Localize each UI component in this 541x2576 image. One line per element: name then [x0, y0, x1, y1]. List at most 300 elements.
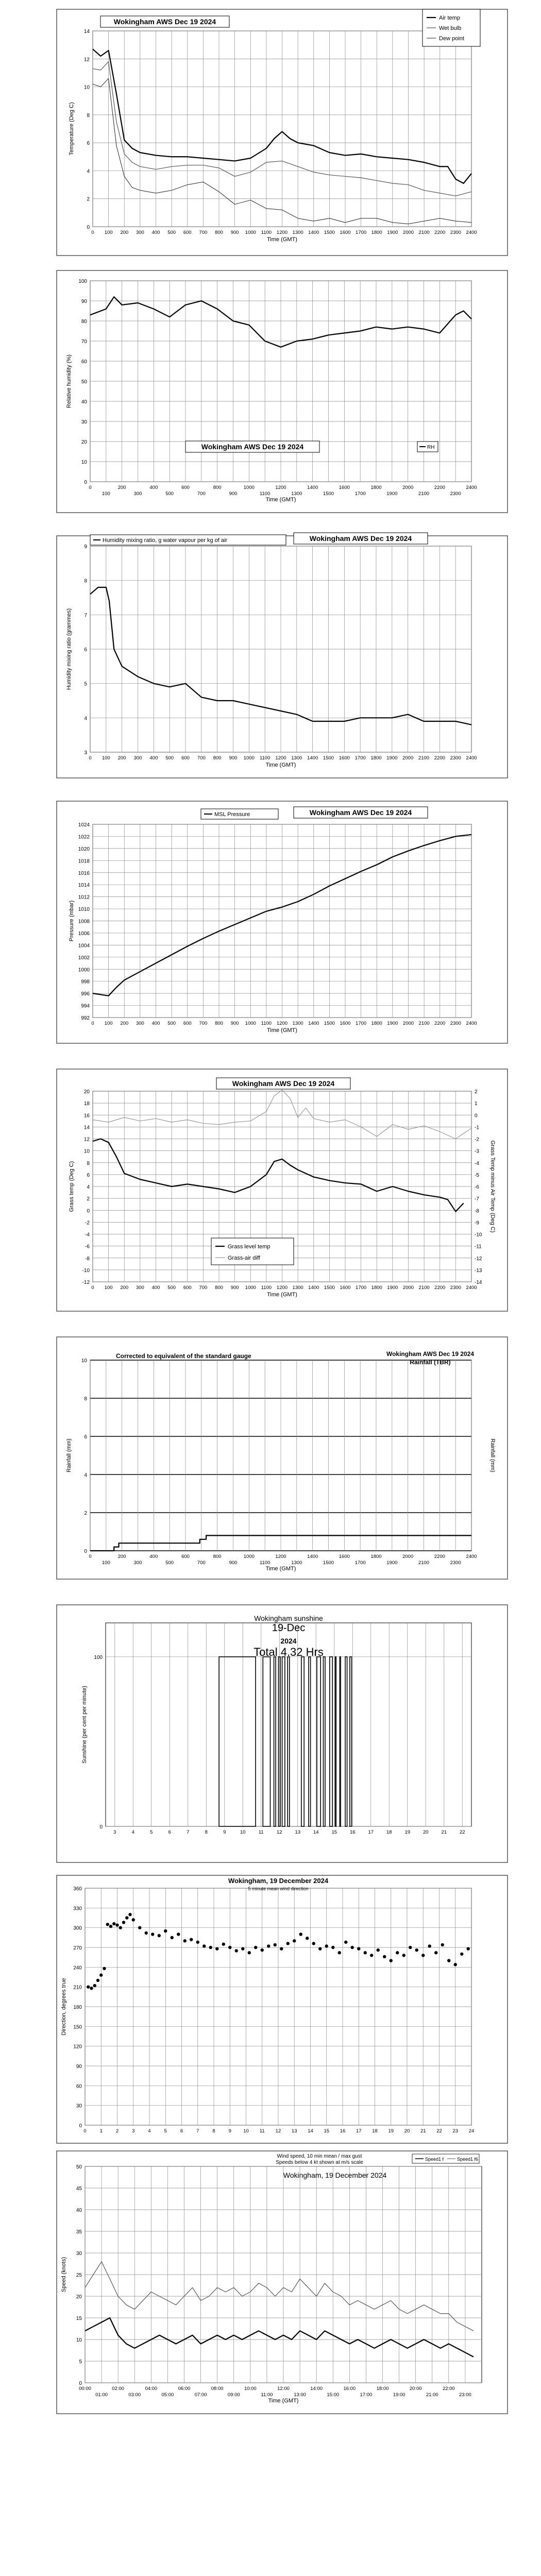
y-axis-label: Grass temp (Deg C): [69, 1161, 75, 1212]
x-tick-label: 8: [205, 1829, 208, 1835]
x-tick-label: 21:00: [426, 2392, 438, 2398]
x-tick-label: 1700: [356, 230, 367, 235]
scatter-point: [454, 1963, 457, 1966]
x-tick-label: 600: [183, 1285, 192, 1291]
scatter-point: [331, 1946, 334, 1949]
y-tick-label: 360: [73, 1886, 82, 1892]
scatter-point: [364, 1951, 367, 1954]
x-tick-label: 13: [295, 1829, 301, 1835]
x-tick-label: 1100: [259, 755, 270, 761]
x-tick-label: 12: [275, 2128, 281, 2134]
y-tick-label: 6: [84, 647, 87, 653]
x-tick-label: 900: [230, 1285, 239, 1291]
y2-tick-label: -5: [475, 1172, 479, 1178]
y-tick-label: 992: [81, 1015, 90, 1021]
x-tick-label: 23:00: [459, 2392, 471, 2398]
x-tick-label: 2100: [418, 755, 430, 761]
y-tick-label: 1008: [78, 919, 90, 925]
x-tick-label: 1000: [245, 1021, 256, 1026]
scatter-point: [299, 1933, 302, 1936]
x-tick-label: 14: [308, 2128, 313, 2134]
x-tick-label: 18: [386, 1829, 392, 1835]
x-tick-label: 200: [120, 1021, 129, 1026]
x-tick-label: 400: [151, 1021, 160, 1026]
y-tick-label: 1020: [78, 846, 90, 852]
x-tick-label: 0: [89, 485, 92, 490]
x-tick-label: 2100: [418, 491, 430, 497]
x-tick-label: 2300: [450, 1021, 461, 1026]
chart-subtitle: Rainfall (TBR): [410, 1359, 451, 1366]
x-tick-label: 1400: [308, 1285, 319, 1291]
scatter-point: [357, 1947, 360, 1950]
y-tick-label: 6: [87, 141, 90, 147]
y-tick-label: 1000: [78, 967, 90, 973]
x-tick-label: 500: [167, 1285, 176, 1291]
y-axis-label: Direction, degrees true: [61, 1978, 67, 2036]
y-tick-label: 1022: [78, 834, 90, 840]
x-tick-label: 17: [368, 1829, 374, 1835]
x-axis-label: Time (GMT): [268, 2398, 299, 2404]
scatter-point: [177, 1933, 180, 1936]
scatter-point: [383, 1955, 386, 1958]
x-tick-label: 700: [197, 1560, 206, 1566]
x-tick-label: 20: [422, 1829, 429, 1835]
x-tick-label: 2000: [402, 1285, 414, 1291]
x-tick-label: 1800: [371, 230, 382, 235]
chart-panel-3: [57, 533, 508, 778]
x-tick-label: 10: [240, 1829, 246, 1835]
legend-label: Grass-air diff: [228, 1255, 260, 1261]
x-tick-label: 08:00: [211, 2386, 224, 2392]
x-tick-label: 800: [213, 755, 222, 761]
legend-label: Air temp: [439, 15, 460, 21]
x-tick-label: 07:00: [194, 2392, 207, 2398]
x-tick-label: 1500: [324, 1021, 335, 1026]
chart-subtitle: 5 minute mean wind direction: [248, 1886, 309, 1891]
y-tick-label: 0: [79, 2381, 82, 2386]
scatter-point: [286, 1942, 290, 1945]
y-tick-label: 1018: [78, 858, 90, 865]
x-tick-label: 1500: [323, 491, 334, 497]
x-tick-label: 2400: [466, 755, 477, 761]
scatter-point: [115, 1923, 119, 1926]
y-tick-label: 3: [84, 750, 87, 756]
chart-panel-7: [57, 1605, 508, 1862]
x-tick-label: 15: [324, 2128, 330, 2134]
y-tick-label: 30: [76, 2251, 82, 2257]
x-tick-label: 1500: [323, 1560, 334, 1566]
x-tick-label: 5: [164, 2128, 167, 2134]
x-tick-label: 1300: [291, 491, 302, 497]
scatter-point: [183, 1939, 187, 1942]
y-tick-label: 150: [73, 2024, 82, 2030]
chart-note: Speeds below 4 kt shown at m/s scale: [276, 2160, 363, 2165]
x-tick-label: 1800: [370, 755, 382, 761]
x-tick-label: 600: [181, 1554, 190, 1560]
y-tick-label: 10: [81, 460, 87, 465]
y-tick-label: 45: [76, 2186, 82, 2192]
x-tick-label: 7: [196, 2128, 199, 2134]
y2-axis-label: Rainfall (mm): [489, 1438, 496, 1472]
x-tick-label: 19: [404, 1829, 411, 1835]
x-tick-label: 500: [167, 1021, 176, 1026]
chart-title: Wokingham AWS Dec 19 2024: [201, 443, 304, 451]
x-tick-label: 01:00: [95, 2392, 108, 2398]
y2-tick-label: -9: [475, 1220, 479, 1226]
x-tick-label: 100: [102, 755, 110, 761]
x-tick-label: 16:00: [343, 2386, 356, 2392]
chart-total: Total 4.32 Hrs: [253, 1646, 324, 1658]
y-axis-label: Rainfall (mm): [66, 1438, 72, 1472]
scatter-point: [90, 1987, 93, 1990]
x-tick-label: 1000: [245, 230, 256, 235]
x-tick-label: 1700: [354, 755, 366, 761]
y-tick-label: -8: [85, 1256, 90, 1262]
scatter-point: [190, 1938, 193, 1941]
x-tick-label: 800: [213, 1554, 222, 1560]
chart-title: Wokingham AWS Dec 19 2024: [232, 1079, 335, 1088]
x-tick-label: 11: [259, 2128, 265, 2134]
chart-title: Wokingham, 19 December 2024: [228, 1877, 329, 1885]
x-tick-label: 0: [89, 1554, 92, 1560]
x-tick-label: 03:00: [128, 2392, 141, 2398]
x-tick-label: 1700: [356, 1285, 367, 1291]
x-tick-label: 300: [136, 1021, 144, 1026]
x-tick-label: 1900: [386, 1560, 398, 1566]
y-axis-label: Humidity mixing ratio (grammes): [66, 608, 72, 690]
y-tick-label: 4: [84, 716, 87, 722]
y2-tick-label: -11: [475, 1244, 482, 1250]
x-tick-label: 19: [388, 2128, 394, 2134]
x-tick-label: 1200: [276, 230, 288, 235]
x-tick-label: 1800: [371, 1021, 382, 1026]
x-tick-label: 500: [165, 491, 174, 497]
x-tick-label: 18:00: [376, 2386, 389, 2392]
y-tick-label: 6: [87, 1172, 90, 1178]
x-tick-label: 300: [133, 1560, 142, 1566]
x-tick-label: 2000: [402, 755, 414, 761]
x-tick-label: 700: [197, 755, 206, 761]
x-tick-label: 900: [229, 755, 238, 761]
y-tick-label: 25: [76, 2273, 82, 2278]
x-tick-label: 3: [132, 2128, 135, 2134]
x-tick-label: 1200: [275, 1554, 286, 1560]
x-tick-label: 1400: [308, 1021, 319, 1026]
y-tick-label: 30: [76, 2103, 82, 2109]
x-tick-label: 13: [291, 2128, 297, 2134]
x-tick-label: 400: [149, 485, 158, 490]
y-tick-label: 2: [84, 1511, 87, 1516]
x-tick-label: 900: [230, 1021, 239, 1026]
scatter-point: [99, 1973, 103, 1976]
x-tick-label: 1000: [243, 485, 255, 490]
y-tick-label: 1016: [78, 870, 90, 876]
y2-tick-label: -10: [475, 1232, 482, 1238]
x-tick-label: 100: [104, 1021, 113, 1026]
x-tick-label: 700: [199, 1021, 208, 1026]
y2-axis-label: Grass Temp minus Air Temp (Deg C): [489, 1140, 496, 1233]
y-axis-label: Pressure (mbar): [69, 900, 75, 942]
y-tick-label: 270: [73, 1945, 82, 1951]
x-tick-label: 1300: [292, 1285, 303, 1291]
chart-panel-6: [57, 1337, 508, 1579]
x-tick-label: 200: [117, 485, 126, 490]
y-tick-label: 14: [83, 29, 90, 35]
y-axis-label: Relative humidity (%): [66, 354, 72, 408]
chart-annotation: Corrected to equivalent of the standard gauge: [116, 1352, 251, 1360]
scatter-point: [202, 1944, 206, 1947]
x-tick-label: 1800: [371, 1285, 382, 1291]
scatter-point: [318, 1947, 322, 1950]
x-tick-label: 0: [91, 1021, 94, 1026]
scatter-point: [196, 1941, 199, 1944]
y-tick-label: 4: [87, 1184, 90, 1190]
x-tick-label: 300: [133, 491, 142, 497]
x-tick-label: 1600: [340, 1021, 351, 1026]
y-axis-label: Temperature (Deg C): [69, 102, 75, 156]
scatter-point: [280, 1947, 283, 1950]
x-tick-label: 14:00: [310, 2386, 323, 2392]
x-tick-label: 2: [115, 2128, 119, 2134]
chart-year: 2024: [280, 1637, 297, 1645]
x-tick-label: 1600: [339, 1554, 350, 1560]
chart-title: Wokingham AWS Dec 19 2024: [386, 1350, 475, 1358]
y-tick-label: 8: [84, 578, 87, 584]
x-tick-label: 1000: [243, 755, 255, 761]
x-tick-label: 700: [199, 230, 208, 235]
legend-label: Dew point: [439, 36, 464, 42]
scatter-point: [93, 1984, 96, 1987]
x-tick-label: 800: [215, 230, 223, 235]
x-tick-label: 2000: [402, 485, 414, 490]
x-tick-label: 100: [104, 1285, 113, 1291]
scatter-point: [267, 1944, 270, 1947]
x-tick-label: 1200: [275, 755, 286, 761]
chart-title: Wokingham AWS Dec 19 2024: [309, 534, 412, 543]
x-tick-label: 100: [104, 230, 113, 235]
x-tick-label: 300: [133, 755, 142, 761]
x-tick-label: 2200: [434, 755, 445, 761]
y-tick-label: 12: [83, 1137, 90, 1143]
scatter-point: [312, 1942, 315, 1945]
x-tick-label: 1500: [324, 1285, 335, 1291]
x-tick-label: 1300: [292, 1021, 303, 1026]
y-tick-label: 8: [87, 112, 90, 118]
y-tick-label: 40: [81, 399, 87, 405]
scatter-point: [402, 1954, 405, 1957]
scatter-point: [370, 1954, 373, 1957]
x-tick-label: 3: [113, 1829, 116, 1835]
x-tick-label: 800: [215, 1285, 223, 1291]
legend-label: Grass level temp: [228, 1244, 270, 1250]
x-tick-label: 19:00: [393, 2392, 405, 2398]
y-tick-label: 6: [84, 1434, 87, 1440]
scatter-point: [119, 1926, 122, 1929]
y-tick-label: 210: [73, 1985, 82, 1991]
y-tick-label: 330: [73, 1906, 82, 1912]
x-tick-label: 2200: [434, 1285, 446, 1291]
scatter-point: [122, 1921, 125, 1924]
scatter-point: [112, 1922, 115, 1925]
x-tick-label: 10:00: [244, 2386, 257, 2392]
x-tick-label: 6: [180, 2128, 183, 2134]
x-axis-label: Time (GMT): [265, 762, 296, 768]
chart-panel-2: [57, 270, 508, 513]
x-tick-label: 1400: [308, 230, 319, 235]
y2-tick-label: -2: [475, 1137, 479, 1143]
y-tick-label: 4: [87, 168, 90, 175]
y2-tick-label: -1: [475, 1125, 479, 1131]
chart-title: Wokingham, 19 December 2024: [283, 2171, 387, 2179]
y-tick-label: 1010: [78, 907, 90, 913]
x-tick-label: 2200: [434, 485, 445, 490]
chart-subtitle: Wind speed, 10 min mean / max gust: [277, 2154, 362, 2159]
chart-panel-4: [57, 801, 508, 1043]
y-tick-label: 996: [81, 991, 90, 997]
y-tick-label: 0: [79, 2123, 82, 2129]
y-tick-label: 5: [84, 681, 87, 687]
x-axis-label: Time (GMT): [265, 1566, 296, 1572]
scatter-point: [441, 1943, 444, 1946]
scatter-point: [415, 1948, 418, 1952]
x-tick-label: 800: [215, 1021, 223, 1026]
x-tick-label: 2000: [402, 230, 414, 235]
x-tick-label: 9: [223, 1829, 226, 1835]
x-tick-label: 11:00: [261, 2392, 273, 2398]
x-tick-label: 600: [181, 485, 190, 490]
y-tick-label: -6: [85, 1244, 90, 1250]
legend-label: MSL Pressure: [214, 811, 250, 818]
x-tick-label: 0: [89, 755, 92, 761]
chart-panel-1: [57, 9, 508, 256]
scatter-point: [106, 1923, 109, 1926]
scatter-point: [428, 1944, 431, 1947]
y-tick-label: -10: [82, 1267, 90, 1274]
x-tick-label: 7: [187, 1829, 190, 1835]
scatter-point: [151, 1933, 154, 1936]
scatter-point: [390, 1959, 393, 1962]
scatter-point: [145, 1931, 148, 1935]
y-tick-label: 90: [81, 299, 87, 304]
x-tick-label: 8: [212, 2128, 215, 2134]
scatter-point: [87, 1985, 90, 1988]
x-tick-label: 0: [91, 1285, 94, 1291]
y-tick-label: 20: [76, 2294, 82, 2300]
y-tick-label: 10: [83, 1148, 90, 1155]
y-tick-label: 100: [94, 1654, 103, 1660]
x-tick-label: 1100: [261, 1285, 272, 1291]
x-tick-label: 22:00: [442, 2386, 455, 2392]
y-tick-label: 60: [81, 359, 87, 365]
scatter-point: [467, 1947, 470, 1950]
chart-title: Wokingham sunshine: [254, 1614, 323, 1622]
scatter-point: [222, 1942, 225, 1945]
y2-tick-label: -14: [475, 1280, 482, 1285]
y-tick-label: 10: [81, 1358, 87, 1364]
x-tick-label: 1900: [386, 491, 398, 497]
x-tick-label: 1900: [387, 230, 398, 235]
y-tick-label: 4: [84, 1472, 87, 1478]
y-tick-label: -4: [85, 1232, 90, 1238]
x-tick-label: 2100: [418, 1285, 430, 1291]
y-tick-label: 1004: [78, 943, 90, 949]
y-tick-label: 90: [76, 2064, 82, 2070]
y-tick-label: 50: [81, 379, 87, 385]
y-tick-label: 120: [73, 2044, 82, 2050]
y-tick-label: 20: [81, 439, 87, 445]
x-tick-label: 200: [120, 1285, 129, 1291]
x-tick-label: 12: [276, 1829, 282, 1835]
scatter-point: [125, 1916, 128, 1919]
y-axis-label: Sunshine (per cent per minute): [81, 1685, 88, 1764]
x-tick-label: 1400: [307, 755, 318, 761]
y-tick-label: 12: [83, 57, 90, 63]
x-tick-label: 6: [168, 1829, 171, 1835]
y-tick-label: 1002: [78, 955, 90, 961]
x-axis-label: Time (GMT): [267, 1292, 297, 1298]
scatter-point: [235, 1949, 238, 1952]
y-tick-label: 5: [79, 2359, 82, 2365]
x-tick-label: 12:00: [277, 2386, 290, 2392]
chart-panel-5: [57, 1069, 508, 1311]
x-tick-label: 600: [183, 1021, 192, 1026]
x-tick-label: 17: [356, 2128, 362, 2134]
chart-subtitle: 19-Dec: [272, 1622, 306, 1634]
x-tick-label: 400: [151, 230, 160, 235]
scatter-point: [396, 1951, 399, 1954]
x-tick-label: 2300: [450, 230, 461, 235]
x-tick-label: 18: [372, 2128, 378, 2134]
y2-tick-label: -3: [475, 1148, 479, 1155]
x-tick-label: 1400: [307, 485, 318, 490]
x-tick-label: 400: [149, 755, 158, 761]
x-tick-label: 9: [228, 2128, 231, 2134]
scatter-point: [434, 1951, 437, 1954]
x-tick-label: 15:00: [327, 2392, 340, 2398]
y-tick-label: 70: [81, 339, 87, 345]
x-tick-label: 2200: [434, 230, 446, 235]
y-tick-label: 0: [84, 1549, 87, 1554]
x-tick-label: 1300: [291, 1560, 302, 1566]
scatter-point: [325, 1944, 328, 1947]
x-tick-label: 1000: [245, 1285, 256, 1291]
y-tick-label: 16: [83, 1113, 90, 1119]
y2-tick-label: 2: [475, 1089, 478, 1095]
x-tick-label: 1800: [370, 1554, 382, 1560]
y-tick-label: 300: [73, 1925, 82, 1931]
y-tick-label: 30: [81, 419, 87, 425]
legend-label: Humidity mixing ratio, g water vapour per kg of air: [103, 537, 228, 544]
chart-panel-8: [57, 1875, 508, 2143]
scatter-point: [241, 1947, 244, 1950]
scatter-point: [460, 1953, 463, 1956]
x-tick-label: 500: [165, 1560, 174, 1566]
scatter-point: [306, 1937, 309, 1940]
x-tick-label: 100: [102, 491, 110, 497]
y-tick-label: 9: [84, 544, 87, 550]
x-tick-label: 2400: [466, 230, 477, 235]
y-tick-label: 14: [83, 1125, 90, 1131]
x-tick-label: 600: [181, 755, 190, 761]
y-tick-label: 994: [81, 1003, 90, 1009]
scatter-point: [228, 1946, 231, 1949]
y-tick-label: 998: [81, 979, 90, 985]
x-tick-label: 1800: [370, 485, 382, 490]
scatter-point: [351, 1946, 354, 1949]
scatter-point: [128, 1913, 131, 1916]
chart-panel-9: [57, 2151, 508, 2414]
scatter-point: [274, 1943, 277, 1946]
